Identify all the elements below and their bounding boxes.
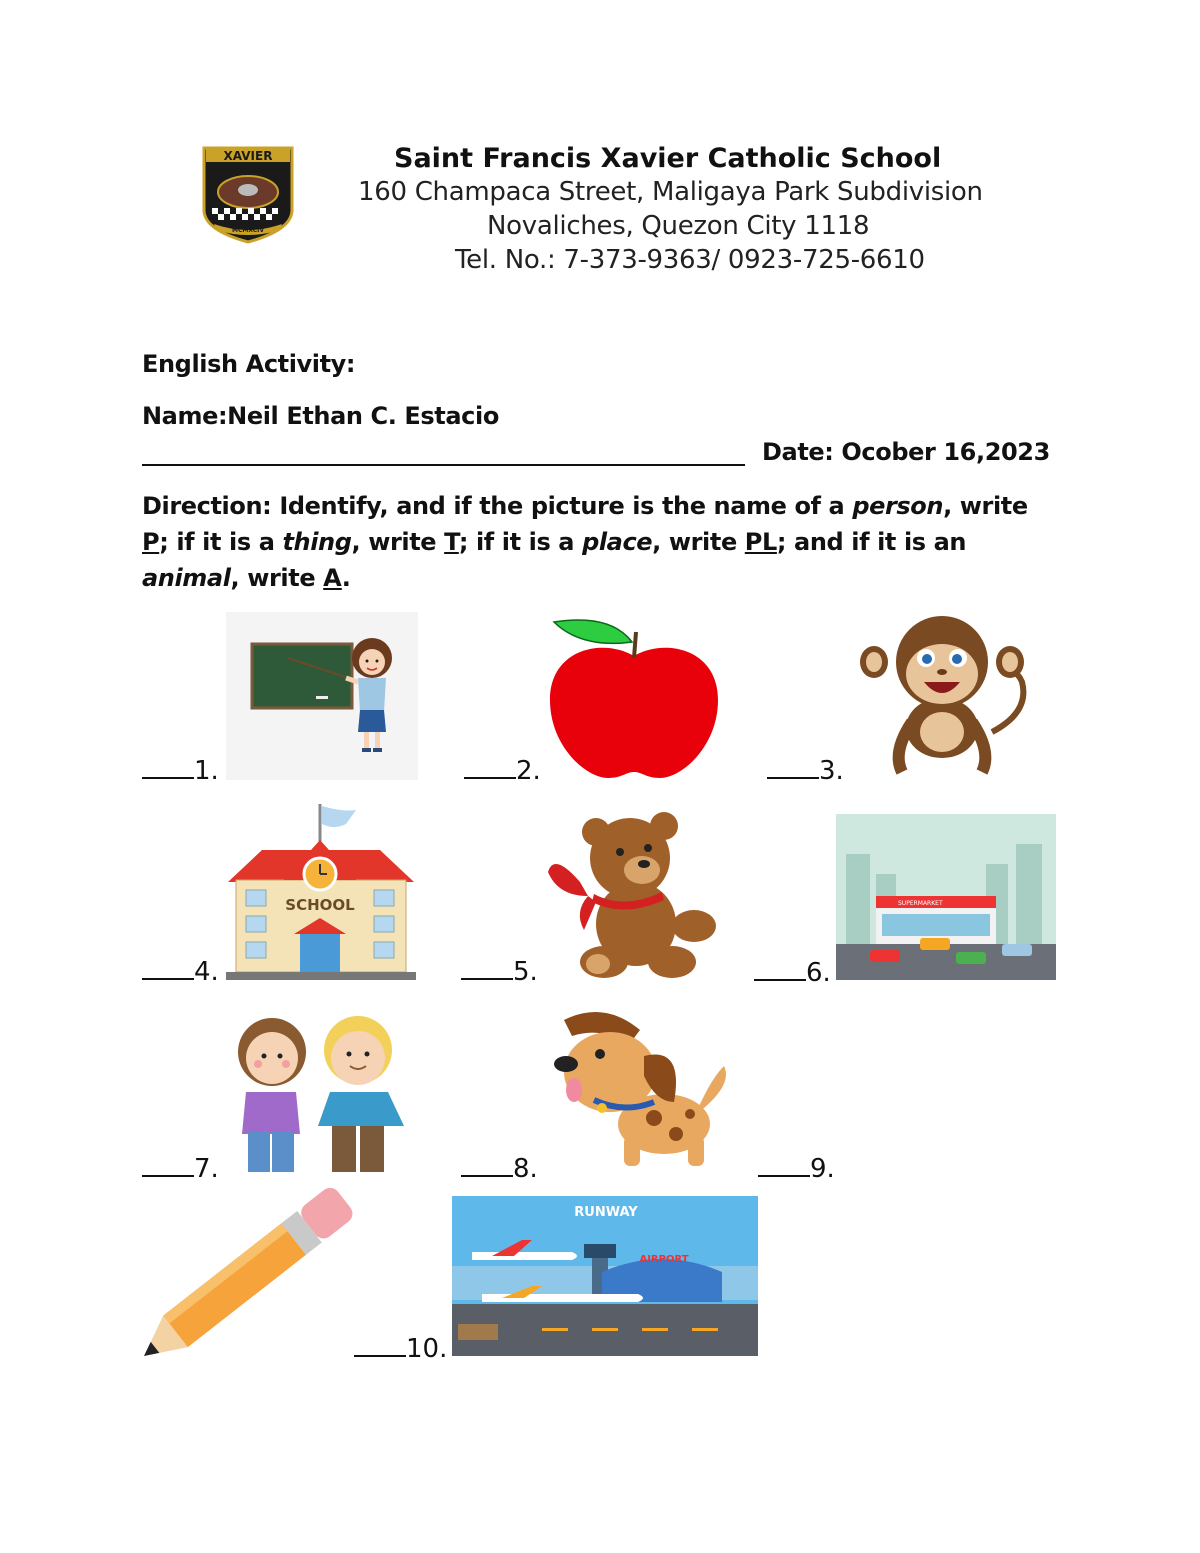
item-number: 10. — [406, 1334, 448, 1364]
word-person: person — [852, 492, 944, 520]
answer-blank-8[interactable] — [461, 1154, 538, 1184]
blank-line[interactable] — [354, 1337, 406, 1357]
answer-blank-3[interactable] — [767, 756, 844, 786]
blank-line[interactable] — [754, 961, 806, 981]
blank-line[interactable] — [142, 759, 194, 779]
logo-top-text: XAVIER — [223, 149, 273, 163]
blank-line[interactable] — [767, 759, 819, 779]
direction-text: ; if it is a — [159, 528, 283, 556]
answer-blank-1[interactable] — [142, 756, 219, 786]
date-field: Date: Ocober 16,2023 — [762, 438, 1050, 466]
children-image — [226, 1008, 422, 1178]
direction-text: , write — [230, 564, 324, 592]
blank-line[interactable] — [758, 1157, 810, 1177]
answer-blank-7[interactable] — [142, 1154, 219, 1184]
phone-line: Tel. No.: 7-373-9363/ 0923-725-6610 — [455, 245, 925, 275]
airport-image — [452, 1196, 758, 1356]
answer-blank-9[interactable] — [758, 1154, 835, 1184]
direction-text: ; if it is a — [458, 528, 583, 556]
code-pl: PL — [744, 528, 777, 556]
word-animal: animal — [142, 564, 231, 592]
answer-blank-4[interactable] — [142, 957, 219, 987]
name-label: Name: — [142, 402, 228, 430]
answer-blank-2[interactable] — [464, 756, 541, 786]
blank-line[interactable] — [142, 1157, 194, 1177]
item-number: 5. — [513, 957, 538, 987]
answer-blank-10[interactable] — [354, 1334, 447, 1364]
school-name: Saint Francis Xavier Catholic School — [394, 143, 942, 174]
dog-image — [544, 1006, 734, 1178]
teacher-image — [226, 612, 418, 780]
blank-line[interactable] — [461, 1157, 513, 1177]
direction-text: , write — [943, 492, 1028, 520]
direction-label: Direction: — [142, 492, 272, 520]
name-value: Neil Ethan C. Estacio — [227, 402, 499, 430]
item-number: 6. — [806, 958, 831, 988]
code-t: T — [444, 528, 459, 556]
direction-text: . — [341, 564, 351, 592]
direction-text: Identify, and if the picture is the name of a — [271, 492, 853, 520]
word-place: place — [582, 528, 653, 556]
address-line-1: 160 Champaca Street, Maligaya Park Subdivision — [358, 177, 983, 207]
logo-bottom-text: MCMXCIV — [231, 227, 265, 234]
blank-line[interactable] — [142, 960, 194, 980]
blank-line[interactable] — [461, 960, 513, 980]
answer-blank-5[interactable] — [461, 957, 538, 987]
school-logo — [202, 146, 294, 244]
item-number: 8. — [513, 1154, 538, 1184]
item-number: 1. — [194, 756, 219, 786]
code-p: P — [142, 528, 160, 556]
supermarket-image — [836, 814, 1056, 980]
monkey-image — [852, 612, 1032, 780]
name-underline — [142, 464, 745, 466]
code-a: A — [323, 564, 342, 592]
address-line-2: Novaliches, Quezon City 1118 — [487, 211, 870, 241]
school-image — [226, 802, 416, 980]
item-number: 2. — [516, 756, 541, 786]
activity-label: English Activity: — [142, 350, 356, 378]
blank-line[interactable] — [464, 759, 516, 779]
name-field — [142, 402, 499, 430]
school-sign: SCHOOL — [285, 896, 355, 914]
runway-sign: RUNWAY — [574, 1205, 638, 1220]
directions — [142, 488, 1062, 596]
item-number: 4. — [194, 957, 219, 987]
direction-text: ; and if it is an — [776, 528, 967, 556]
item-number: 3. — [819, 756, 844, 786]
answer-blank-6[interactable] — [754, 958, 831, 988]
direction-text: , write — [351, 528, 445, 556]
item-number: 7. — [194, 1154, 219, 1184]
apple-image — [544, 612, 724, 780]
item-number: 9. — [810, 1154, 835, 1184]
airport-sign: AIRPORT — [639, 1254, 689, 1265]
word-thing: thing — [282, 528, 352, 556]
supermarket-sign: SUPERMARKET — [898, 900, 943, 907]
pencil-image — [140, 1186, 356, 1360]
teddy-bear-image — [544, 812, 724, 980]
direction-text: , write — [652, 528, 745, 556]
